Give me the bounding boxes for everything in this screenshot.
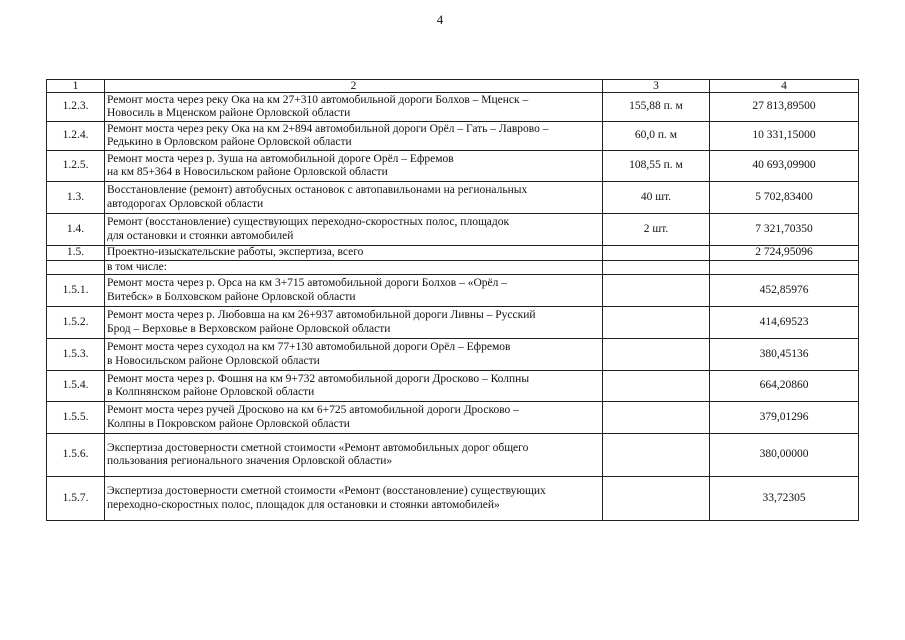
row-description bbox=[105, 122, 603, 151]
row-number: 1.5.2. bbox=[47, 307, 105, 339]
column-header: 2 bbox=[105, 80, 603, 93]
row-quantity bbox=[603, 246, 710, 261]
row-quantity bbox=[603, 402, 710, 434]
row-description bbox=[105, 214, 603, 246]
description-line: в том числе: bbox=[107, 260, 167, 273]
description-line: автодорогах Орловской области bbox=[107, 197, 264, 210]
description-line: для остановки и стоянки автомобилей bbox=[107, 229, 294, 242]
row-description bbox=[105, 275, 603, 307]
row-quantity: 60,0 п. м bbox=[603, 122, 710, 151]
row-number: 1.5.6. bbox=[47, 434, 105, 477]
table-row bbox=[47, 93, 859, 122]
row-description bbox=[105, 371, 603, 402]
row-description bbox=[105, 151, 603, 182]
description-line: Экспертиза достоверности сметной стоимости «Ремонт автомобильных дорог общего bbox=[107, 441, 529, 454]
row-amount: 380,00000 bbox=[710, 434, 859, 477]
description-line: Ремонт моста через р. Орса на км 3+715 автомобильной дороги Болхов – «Орёл – bbox=[107, 277, 507, 289]
description-line: Витебск» в Болховском районе Орловской области bbox=[107, 290, 356, 303]
row-description bbox=[105, 182, 603, 214]
table-row bbox=[47, 434, 859, 477]
row-quantity: 40 шт. bbox=[603, 182, 710, 214]
table-row bbox=[47, 246, 859, 261]
description-line: Ремонт моста через суходол на км 77+130 автомобильной дороги Орёл – Ефремов bbox=[107, 341, 511, 353]
page-number: 4 bbox=[436, 12, 444, 27]
table-row bbox=[47, 371, 859, 402]
row-description bbox=[105, 93, 603, 122]
row-amount bbox=[710, 260, 859, 275]
row-number: 1.5.4. bbox=[47, 371, 105, 402]
row-amount: 33,72305 bbox=[710, 477, 859, 521]
row-number: 1.5. bbox=[47, 246, 105, 261]
row-amount: 5 702,83400 bbox=[710, 182, 859, 214]
description-line: на км 85+364 в Новосильском районе Орловской области bbox=[107, 166, 388, 178]
description-line: в Колпнянском районе Орловской области bbox=[107, 386, 315, 398]
description-line: Ремонт моста через ручей Дросково на км 6+725 автомобильной дороги Дросково – bbox=[107, 404, 519, 416]
row-amount: 664,20860 bbox=[710, 371, 859, 402]
row-amount: 380,45136 bbox=[710, 339, 859, 371]
description-line: Новосиль в Мценском районе Орловской области bbox=[107, 107, 351, 119]
row-amount: 2 724,95096 bbox=[710, 246, 859, 261]
row-quantity: 108,55 п. м bbox=[603, 151, 710, 182]
row-amount: 379,01296 bbox=[710, 402, 859, 434]
row-quantity bbox=[603, 275, 710, 307]
description-line: Ремонт моста через р. Любовша на км 26+937 автомобильной дороги Ливны – Русский bbox=[107, 309, 536, 321]
column-header: 3 bbox=[603, 80, 710, 93]
table-row bbox=[47, 260, 859, 275]
row-quantity bbox=[603, 434, 710, 477]
row-quantity bbox=[603, 307, 710, 339]
description-line: Ремонт моста через р. Фошня на км 9+732 автомобильной дороги Дросково – Колпны bbox=[107, 372, 530, 385]
row-description bbox=[105, 307, 603, 339]
table-row bbox=[47, 275, 859, 307]
table-row bbox=[47, 182, 859, 214]
description-line: в Новосильском районе Орловской области bbox=[107, 354, 320, 367]
table-header-row bbox=[47, 80, 859, 93]
description-line: Восстановление (ремонт) автобусных остановок с автопавильонами на региональных bbox=[107, 184, 528, 196]
table-row bbox=[47, 402, 859, 434]
row-amount: 452,85976 bbox=[710, 275, 859, 307]
table-row bbox=[47, 307, 859, 339]
table-row bbox=[47, 122, 859, 151]
row-description bbox=[105, 339, 603, 371]
table-row bbox=[47, 339, 859, 371]
description-line: Ремонт моста через реку Ока на км 2+894 автомобильной дороги Орёл – Гать – Лаврово – bbox=[107, 122, 549, 135]
description-line: Ремонт (восстановление) существующих переходно-скоростных полос, площадок bbox=[107, 216, 510, 228]
description-line: Ремонт моста через р. Зуша на автомобильной дороге Орёл – Ефремов bbox=[107, 152, 454, 165]
row-description bbox=[105, 260, 603, 275]
row-description bbox=[105, 246, 603, 261]
table-row bbox=[47, 214, 859, 246]
works-table bbox=[46, 79, 859, 521]
description-line: Экспертиза достоверности сметной стоимости «Ремонт (восстановление) существующих bbox=[107, 485, 546, 497]
row-number: 1.5.5. bbox=[47, 402, 105, 434]
column-header: 1 bbox=[47, 80, 105, 93]
row-number bbox=[47, 260, 105, 275]
row-amount: 27 813,89500 bbox=[710, 93, 859, 122]
row-quantity bbox=[603, 260, 710, 275]
row-number: 1.5.1. bbox=[47, 275, 105, 307]
row-quantity: 2 шт. bbox=[603, 214, 710, 246]
row-number: 1.2.4. bbox=[47, 122, 105, 151]
row-number: 1.2.3. bbox=[47, 93, 105, 122]
row-number: 1.5.3. bbox=[47, 339, 105, 371]
table-row bbox=[47, 151, 859, 182]
description-line: Колпны в Покровском районе Орловской области bbox=[107, 417, 350, 430]
row-description bbox=[105, 402, 603, 434]
row-amount: 414,69523 bbox=[710, 307, 859, 339]
row-quantity bbox=[603, 339, 710, 371]
description-line: Ремонт моста через реку Ока на км 27+310 автомобильной дороги Болхов – Мценск – bbox=[107, 93, 529, 106]
row-number: 1.3. bbox=[47, 182, 105, 214]
description-line: пользования регионального значения Орловской области» bbox=[107, 455, 393, 467]
table-row bbox=[47, 477, 859, 521]
row-amount: 10 331,15000 bbox=[710, 122, 859, 151]
description-line: Проектно-изыскательские работы, экспертиза, всего bbox=[107, 246, 364, 258]
row-number: 1.5.7. bbox=[47, 477, 105, 521]
row-description bbox=[105, 477, 603, 521]
row-number: 1.4. bbox=[47, 214, 105, 246]
row-amount: 7 321,70350 bbox=[710, 214, 859, 246]
row-description bbox=[105, 434, 603, 477]
row-amount: 40 693,09900 bbox=[710, 151, 859, 182]
row-number: 1.2.5. bbox=[47, 151, 105, 182]
description-line: переходно-скоростных полос, площадок для остановки и стоянки автомобилей» bbox=[107, 498, 500, 511]
row-quantity: 155,88 п. м bbox=[603, 93, 710, 122]
column-header: 4 bbox=[710, 80, 859, 93]
row-quantity bbox=[603, 371, 710, 402]
row-quantity bbox=[603, 477, 710, 521]
description-line: Брод – Верховье в Верховском районе Орловской области bbox=[107, 322, 391, 335]
description-line: Редькино в Орловском районе Орловской области bbox=[107, 136, 352, 148]
